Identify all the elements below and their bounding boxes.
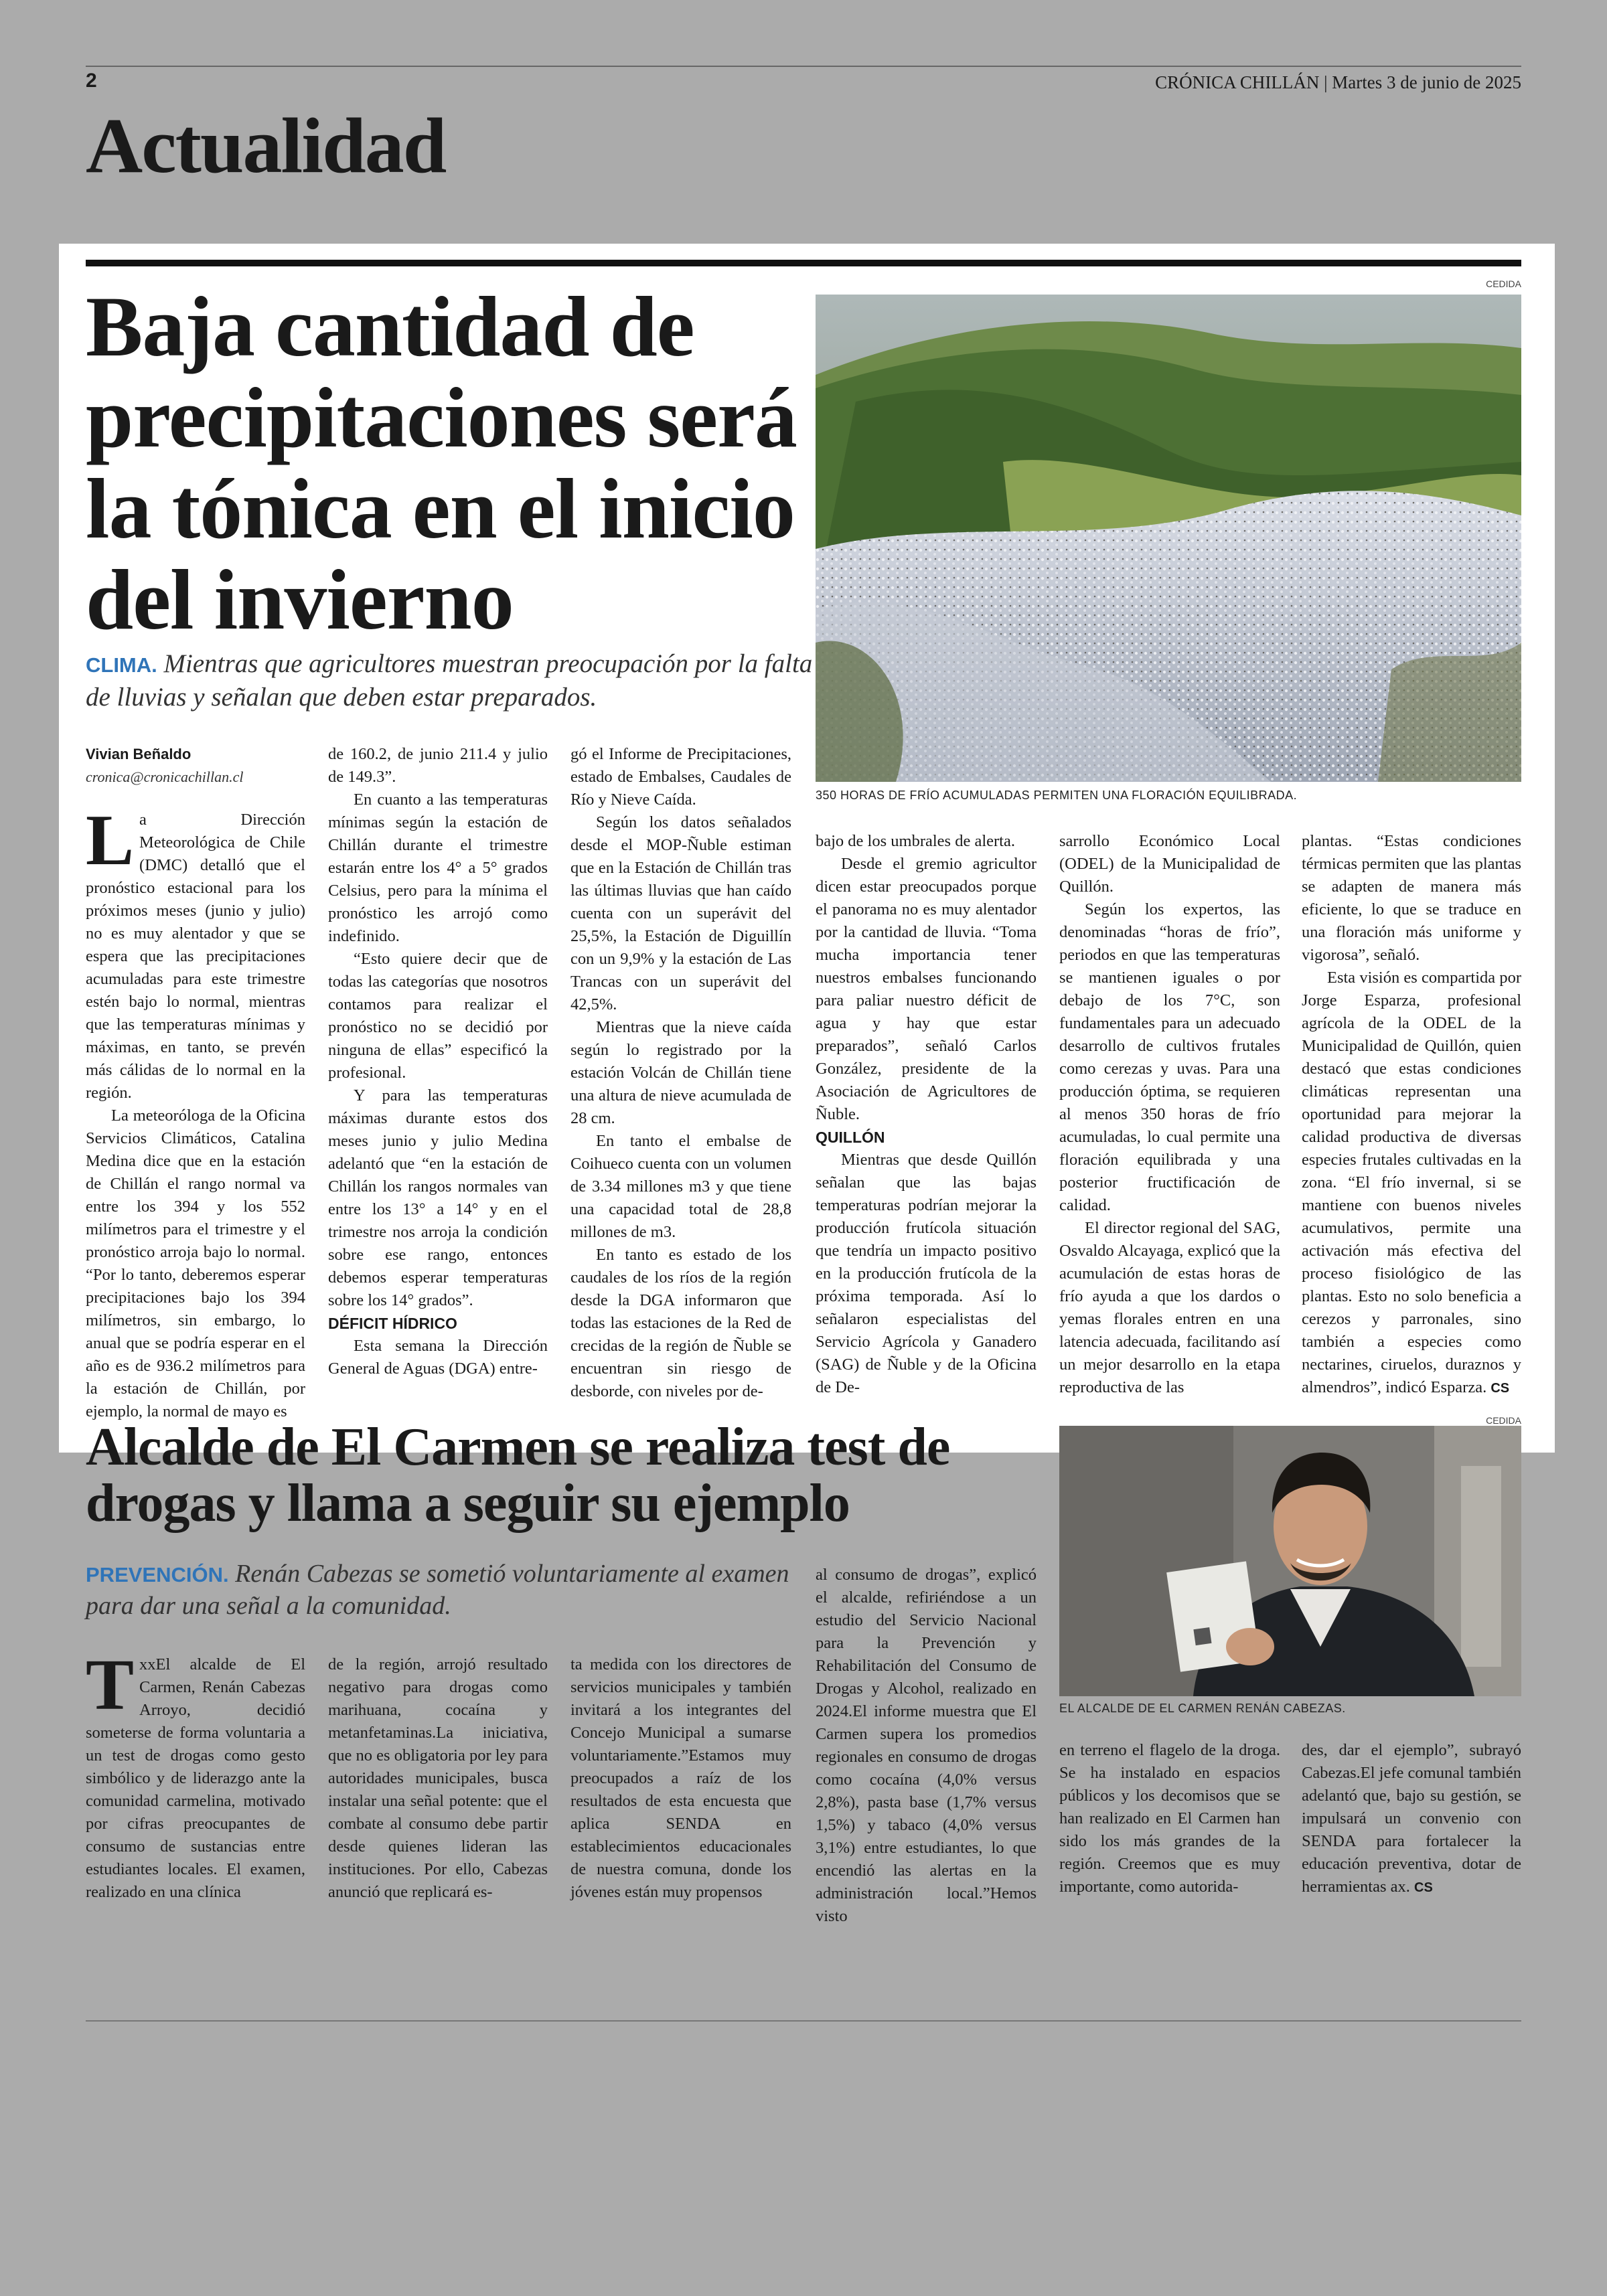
article1-column-2 [328, 743, 548, 1380]
subhead-deficit-hidrico: DÉFICIT HÍDRICO [328, 1315, 457, 1332]
drop-cap: T [86, 1645, 135, 1725]
article1-column-4 [816, 830, 1037, 1399]
paragraph: En cuanto a las temperaturas mínimas según la estación de Chillán durante el trimestre estarán entre los 4° a 5° grados Celsius, pero para la mínima el pronóstico les arrojó como indefinido. [328, 791, 548, 945]
article1-photo-caption: 350 HORAS DE FRÍO ACUMULADAS PERMITEN UNA FLORACIÓN EQUILIBRADA. [816, 789, 1298, 802]
article2-photo-caption: EL ALCALDE DE EL CARMEN RENÁN CABEZAS. [1059, 1702, 1346, 1715]
drop-cap: L [86, 801, 135, 880]
paragraph: En tanto es estado de los caudales de los ríos de la región desde la DGA informaron que todas las estaciones de la Red de crecidas de la región de Ñuble se encuentran sin riesgo de desborde, con niveles por de- [570, 1246, 791, 1400]
orchard-landscape-image [816, 295, 1521, 782]
byline-name: Vivian Beñaldo [86, 746, 192, 762]
article1-column-1 [86, 743, 305, 1423]
paragraph: gó el Informe de Precipitaciones, estado de Embalses, Caudales de Río y Nieve Caída. [570, 745, 791, 809]
header-rule [86, 66, 1521, 67]
article2-headline: Alcalde de El Carmen se realiza test de drogas y llama a seguir su ejemplo [86, 1418, 950, 1533]
paragraph: TxxEl alcalde de El Carmen, Renán Cabezas Arroyo, decidió someterse de forma voluntaria a un test de drogas como gesto simbólico y de liderazgo ante la comunidad carmelina, motivado por cifras preocupantes de consumo de sustancias entre estudiantes locales. El examen, realizado en una clínica [86, 1645, 305, 1901]
paragraph: En tanto el embalse de Coihueco cuenta con un volumen de 3.34 millones m3 y que tiene una capacidad total de 28,8 millones de m3. [570, 1132, 791, 1241]
paragraph: Según los expertos, las denominadas “horas de frío”, periodos en que las temperaturas se mantienen iguales o por debajo de los 7°C, son fundamentales para un adecuado desarrollo de cultivos frutales como cerezas y uvas. Para una producción óptima, se requieren al menos 350 horas de frío acumuladas, lo cual permite una floración equilibrada y una posterior fructificación de calidad. [1059, 900, 1280, 1214]
article2-kicker: PREVENCIÓN. [86, 1563, 229, 1586]
section-title: Actualidad [86, 102, 446, 189]
footer-rule [86, 2020, 1521, 2022]
paragraph: Esta semana la Dirección General de Aguas (DGA) entre- [328, 1337, 548, 1378]
paragraph: en terreno el flagelo de la droga. Se ha instalado en espacios públicos y los decomisos que se han realizado en El Carmen han sido los más grandes de la región. Creemos que es muy importante, como autorida- [1059, 1741, 1280, 1896]
article1-photo [816, 295, 1521, 782]
article1-column-3 [570, 743, 791, 1403]
paragraph: Desde el gremio agricultor dicen estar preocupados porque el panorama no es muy alentador por la cantidad de lluvia. “Toma mucha importancia tener nuestros embalses funcionando para paliar nuestro déficit de agua y hay que estar preparados”, señaló Carlos González, presidente de la Asociación de Agricultores de Ñuble. [816, 855, 1037, 1123]
paragraph: La Dirección Meteorológica de Chile (DMC) detalló que el pronóstico estacional para los próximos meses (junio y julio) no es muy alentador y que se espera que las precipitaciones acumuladas para este trimestre estén bajo lo normal, mientras que las temperaturas mínimas y máximas, en tanto, se prevén más cálidas de lo normal en la región. [86, 801, 305, 1102]
article1-kicker: CLIMA. [86, 653, 157, 677]
mayor-portrait-image [1059, 1426, 1521, 1696]
end-mark-icon: CS [1490, 1381, 1510, 1396]
byline-email: cronica@cronicachillan.cl [86, 768, 244, 785]
article2-column-1 [86, 1645, 305, 1904]
article2-column-6 [1302, 1739, 1521, 1899]
paragraph: La meteoróloga de la Oficina Servicios Climáticos, Catalina Medina dice que en la estación de Chillán el rango normal va entre los 394 y los 552 milímetros para el trimestre y el pronóstico arroja bajo lo normal. “Por lo tanto, deberemos esperar precipitaciones bajo los 394 milímetros, sin embargo, lo anual que se podría esperar en el año es de 936.2 milímetros para la estación de Chillán, por ejemplo, la normal de mayo es [86, 1106, 305, 1420]
article2-column-2 [328, 1653, 548, 1904]
article2-deck [86, 1558, 822, 1621]
paragraph: Esta visión es compartida por Jorge Esparza, profesional agrícola de la ODEL de la Municipalidad de Quillón, quien destacó que estas condiciones climáticas representan una oportunidad para mejorar la calidad productiva de diversas especies frutales cultivadas en la zona. “El frío invernal, si se mantiene con buenos niveles acumulativos, permite una activación más efectiva del proceso fisiológico de las plantas. Esto no solo beneficia a cerezos y parronales, sino también a especies como nectarines, ciruelos, duraznos y almendros”, indicó Esparza. CS [1302, 969, 1521, 1396]
article2-column-4 [816, 1564, 1037, 1928]
article1-deck [86, 648, 822, 714]
paragraph: “Esto quiere decir que de todas las categorías que nosotros contamos para realizar el pronóstico no se decidió por ninguna de ellas” especificó la profesional. [328, 950, 548, 1082]
article1-headline: Baja cantidad de precipitaciones será la tónica en el inicio del invierno [86, 279, 797, 647]
page-number: 2 [86, 70, 97, 92]
article1-column-5 [1059, 830, 1280, 1399]
paragraph: plantas. “Estas condiciones térmicas permiten que las plantas se adapten de manera más eficiente, lo que se traduce en una floración más uniforme y vigorosa”, señaló. [1302, 832, 1521, 964]
article2-column-5 [1059, 1739, 1280, 1898]
article1-deck-text: Mientras que agricultores muestran preocupación por la falta de lluvias y señalan que deben estar preparados. [86, 649, 813, 712]
paragraph: El director regional del SAG, Osvaldo Alcayaga, explicó que la acumulación de estas horas de frío ayuda a que los dardos o yemas florales entren en una latencia adecuada, facilitando así un mejor desarrollo en la etapa reproductiva de las [1059, 1219, 1280, 1396]
article1-photo-credit: CEDIDA [1486, 278, 1521, 289]
paragraph: al consumo de drogas”, explicó el alcalde, refiriéndose a un estudio del Servicio Nacional para la Prevención y Rehabilitación del Consumo de Drogas y Alcohol, realizado en 2024.El informe muestra que El Carmen supera los promedios regionales en consumo de drogas como cocaína (4,0% versus 2,8%), pasta base (1,7% versus 1,5%) y tabaco (4,0% versus 3,1%) entre estudiantes, lo que encendió las alertas en la administración local.”Hemos visto [816, 1566, 1037, 1925]
paragraph: Y para las temperaturas máximas durante estos dos meses junio y julio Medina adelantó que “en la estación de Chillán los rangos normales van entre los 13° a 14° y en el trimestre nos arroja la condición sobre ese rango, entonces debemos esperar temperaturas sobre los 14° grados”. [328, 1086, 548, 1309]
paragraph: Mientras que la nieve caída según lo registrado por la estación Volcán de Chillán tiene una altura de nieve acumulada de 28 cm. [570, 1018, 791, 1127]
paragraph: Según los datos señalados desde el MOP-Ñuble estiman que en la Estación de Chillán tras las últimas lluvias que han caído cuenta con un superávit del 25,5%, la Estación de Diguillín con un 9,9% y la estación de Las Trancas con un superávit del 42,5%. [570, 813, 791, 1013]
article-top-rule [86, 260, 1521, 266]
article2-photo [1059, 1426, 1521, 1696]
subhead-quillon: QUILLÓN [816, 1129, 885, 1146]
paragraph: des, dar el ejemplo”, subrayó Cabezas.El jefe comunal también adelantó que, bajo su gestión, se impulsará un convenio con SENDA para fortalecer la educación preventiva, dotar de herramientas ax. CS [1302, 1741, 1521, 1896]
paragraph: Mientras que desde Quillón señalan que las bajas temperaturas podrían mejorar la producción frutícola situación que tendría un impacto positivo en la producción frutícola de la próxima temporada. Así lo señalaron especialistas del Servicio Agrícola y Ganadero (SAG) de Ñuble y de la Oficina de De- [816, 1151, 1037, 1396]
article2-deck-text: Renán Cabezas se sometió voluntariamente al examen para dar una señal a la comunidad. [86, 1560, 789, 1620]
folio: CRÓNICA CHILLÁN | Martes 3 de junio de 2025 [1155, 72, 1521, 92]
article2-column-3 [570, 1653, 791, 1904]
paragraph: de la región, arrojó resultado negativo para drogas como marihuana, cocaína y metanfetaminas.La iniciativa, que no es obligatoria por ley para autoridades municipales, busca instalar una señal potente: que el combate al consumo debe partir desde quienes lideran las instituciones. Por ello, Cabezas anunció que replicará es- [328, 1655, 548, 1901]
article1-column-6 [1302, 830, 1521, 1400]
article2-photo-credit: CEDIDA [1486, 1415, 1521, 1426]
paragraph: bajo de los umbrales de alerta. [816, 832, 1015, 850]
paragraph: sarrollo Económico Local (ODEL) de la Municipalidad de Quillón. [1059, 832, 1280, 896]
paragraph: de 160.2, de junio 211.4 y julio de 149.3”. [328, 745, 548, 786]
paragraph: ta medida con los directores de servicios municipales y también invitará a los integrantes del Concejo Municipal a sumarse voluntariamente.”Estamos muy preocupados a raíz de los resultados de esta encuesta que aplica SENDA en establecimientos educacionales de nuestra comuna, donde los jóvenes están muy propensos [570, 1655, 791, 1901]
end-mark-icon: CS [1414, 1880, 1433, 1895]
